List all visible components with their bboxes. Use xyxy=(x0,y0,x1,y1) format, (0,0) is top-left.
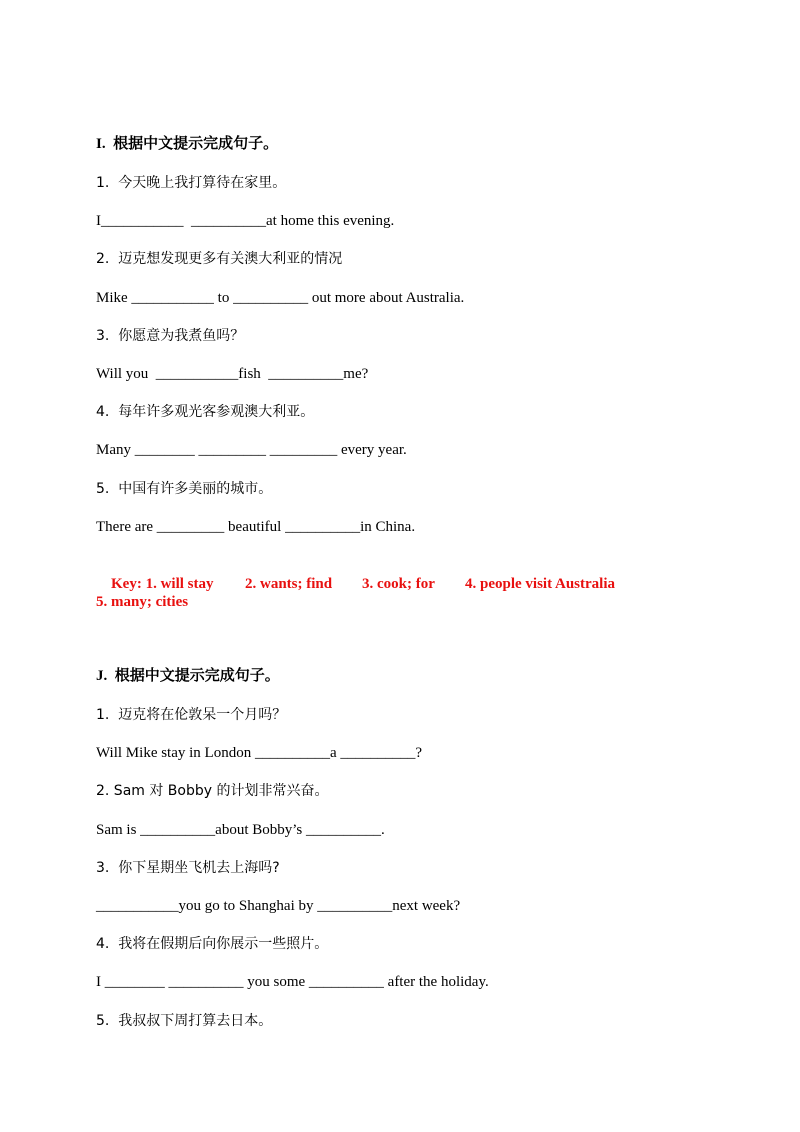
section-j-q2-chinese: 2. Sam 对 Bobby 的计划非常兴奋。 xyxy=(96,783,329,799)
section-i-q4-english: Many ________ _________ _________ every year. xyxy=(96,442,407,458)
section-i-q3-chinese: 3. 你愿意为我煮鱼吗？ xyxy=(96,328,245,344)
section-j-q1-english: Will Mike stay in London __________a __________? xyxy=(96,745,423,761)
section-i-q5-english: There are _________ beautiful __________in China. xyxy=(96,519,416,535)
section-i-q2-chinese: 2. 迈克想发现更多有关澳大利亚的情况 xyxy=(96,251,343,267)
section-j-q5-chinese: 5. 我叔叔下周打算去日本。 xyxy=(96,1013,273,1029)
section-j-q4-english: I ________ __________ you some __________ after the holiday. xyxy=(96,974,489,990)
section-j-heading: J. 根据中文提示完成句子。 xyxy=(96,668,280,684)
section-j-q3-english: ___________you go to Shanghai by __________next week? xyxy=(96,898,461,914)
section-j-q3-chinese: 3. 你下星期坐飞机去上海吗? xyxy=(96,860,280,876)
section-i-q4-chinese: 4. 每年许多观光客参观澳大利亚。 xyxy=(96,404,315,420)
section-j-q1-chinese: 1. 迈克将在伦敦呆一个月吗？ xyxy=(96,707,287,723)
section-i-heading: I. 根据中文提示完成句子。 xyxy=(96,136,279,152)
answer-key-4: 4. people visit Australia xyxy=(465,576,616,592)
answer-key-2: 2. wants; find xyxy=(245,576,333,592)
section-j-q4-chinese: 4. 我将在假期后向你展示一些照片。 xyxy=(96,936,329,952)
section-j-q2-english: Sam is __________about Bobby’s __________. xyxy=(96,822,385,838)
section-i-q2-english: Mike ___________ to __________ out more about Australia. xyxy=(96,290,465,306)
section-i-q1-chinese: 1. 今天晚上我打算待在家里。 xyxy=(96,175,287,191)
section-i-q5-chinese: 5. 中国有许多美丽的城市。 xyxy=(96,481,273,497)
section-i-q1-english: I___________ __________at home this evening. xyxy=(96,213,395,229)
answer-key-1: Key: 1. will stay xyxy=(111,576,214,592)
section-i-q3-english: Will you ___________fish __________me? xyxy=(96,366,369,382)
answer-key-3: 3. cook; for xyxy=(362,576,435,592)
answer-key-5: 5. many; cities xyxy=(96,594,189,610)
